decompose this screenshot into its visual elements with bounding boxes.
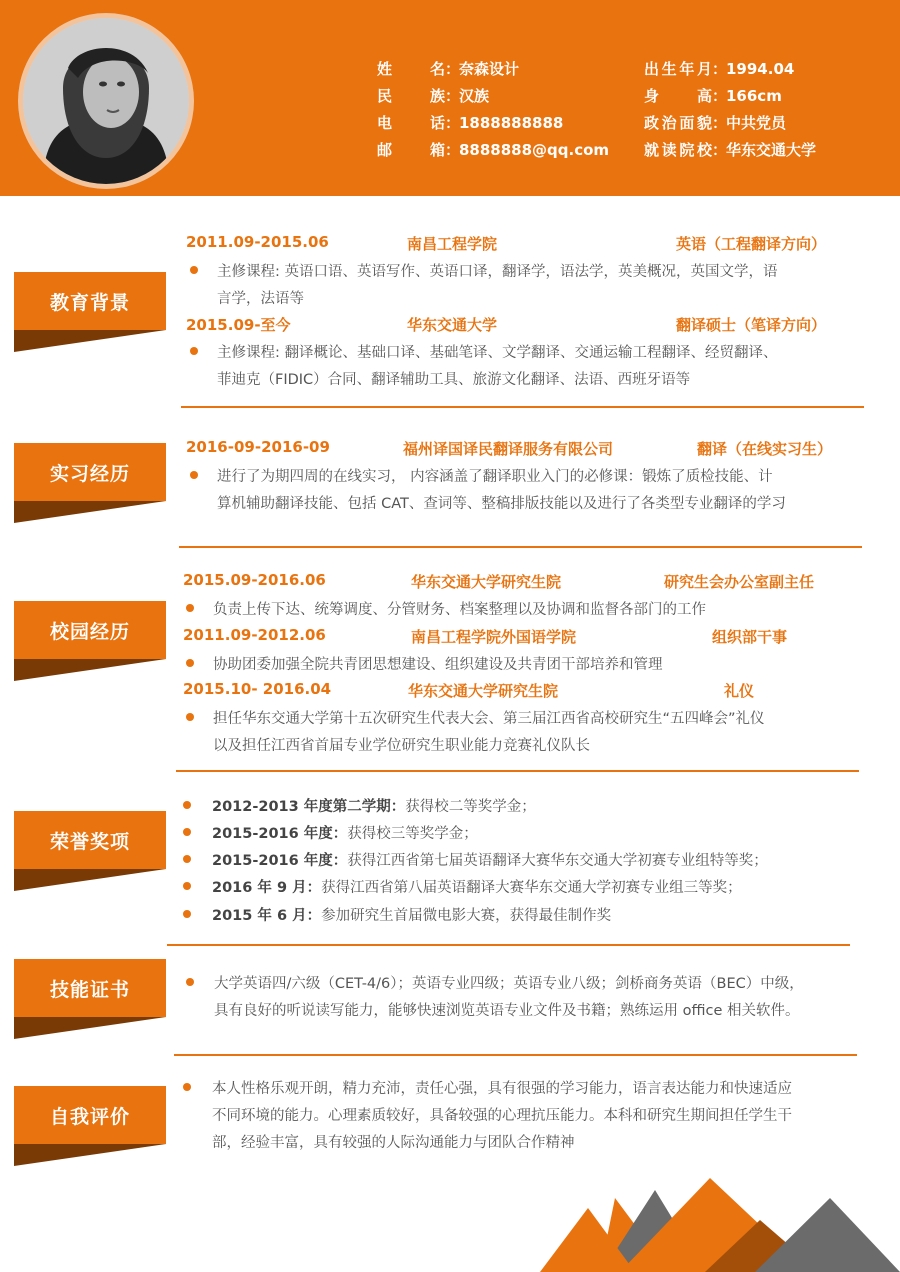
info-label: 邮箱 [377,141,445,159]
edu-date: 2011.09-2015.06 [186,233,329,251]
info-label: 姓名 [377,60,445,78]
campus-date: 2015.10- 2016.04 [183,680,332,698]
section-title-campus: 校园经历 [14,601,166,659]
campus-org: 南昌工程学院外国语学院 [411,628,577,646]
info-height: 身高：166cm [644,87,782,105]
tag-fold-shadow [14,501,166,523]
bullet-dot [190,266,198,274]
campus-desc-line: 担任华东交通大学第十五次研究生代表大会、第三届江西省高校研究生“五四峰会”礼仪 [213,711,765,727]
section-divider [167,944,850,946]
section-divider [176,770,859,772]
info-label: 出生年月 [644,60,712,78]
info-value: 1888888888 [459,114,564,132]
skills-line: 具有良好的听说读写能力，能够快速浏览英语专业文件及书籍；熟练运用 office 相关软件。 [214,1003,800,1019]
bullet-dot [183,910,191,918]
section-title-honors: 荣誉奖项 [14,811,166,869]
honor-item: 2012-2013 年度第二学期：获得校二等奖学金； [212,799,536,815]
info-label: 政治面貌 [644,114,712,132]
edu-desc-line: 主修课程: 翻译概论、基础口译、基础笔译、文学翻译、交通运输工程翻译、经贸翻译、 [217,345,778,361]
intern-company: 福州译国译民翻译服务有限公司 [403,440,614,458]
edu-school: 华东交通大学 [407,316,498,334]
section-title-skills: 技能证书 [14,959,166,1017]
campus-org: 华东交通大学研究生院 [408,682,559,700]
header-banner [0,0,900,196]
tag-fold-shadow [14,1144,166,1166]
section-title-education: 教育背景 [14,272,166,330]
info-birth: 出生年月：1994.04 [644,60,795,78]
campus-role: 研究生会办公室副主任 [664,573,815,591]
edu-desc-line: 菲迪克（FIDIC）合同、翻译辅助工具、旅游文化翻译、法语、西班牙语等 [217,372,691,388]
campus-desc-line: 负责上传下达、统筹调度、分管财务、档案整理以及协调和监督各部门的工作 [213,602,706,618]
info-label: 身高 [644,87,712,105]
section-divider [174,1054,857,1056]
edu-date: 2015.09-至今 [186,316,291,334]
mountain-decoration [540,1170,900,1272]
info-politics: 政治面貌：中共党员 [644,114,787,132]
info-name: 姓名：奈森设计 [377,60,520,78]
edu-major: 翻译硕士（笔译方向） [676,316,827,334]
section-divider [179,546,862,548]
bullet-dot [183,801,191,809]
tag-fold-shadow [14,1017,166,1039]
intern-desc-line: 进行了为期四周的在线实习， 内容涵盖了翻译职业入门的必修课：锻炼了质检技能、计 [217,469,773,485]
avatar [18,13,194,189]
section-title-internship: 实习经历 [14,443,166,501]
section-title-self: 自我评价 [14,1086,166,1144]
skills-line: 大学英语四/六级（CET-4/6）；英语专业四级；英语专业八级；剑桥商务英语（BEC）中级， [214,976,804,992]
avatar-photo [23,18,189,184]
honor-item: 2015-2016 年度：获得校三等奖学金； [212,826,478,842]
info-school: 就读院校：华东交通大学 [644,141,817,159]
bullet-dot [183,828,191,836]
edu-school: 南昌工程学院 [407,235,498,253]
bullet-dot [186,659,194,667]
self-line: 本人性格乐观开朗，精力充沛，责任心强，具有很强的学习能力，语言表达能力和快速适应 [212,1081,792,1097]
bullet-dot [190,347,198,355]
intern-role: 翻译（在线实习生） [697,440,833,458]
info-label: 民族 [377,87,445,105]
info-label: 电话 [377,114,445,132]
info-value: 1994.04 [726,60,795,78]
info-email: 邮箱：8888888@qq.com [377,141,610,159]
portrait-image [23,18,189,184]
edu-desc-line: 主修课程: 英语口语、英语写作、英语口译，翻译学，语法学，英美概况，英国文学，语 [217,264,778,280]
bullet-dot [183,855,191,863]
info-value: 汉族 [459,87,490,105]
bullet-dot [186,978,194,986]
bullet-dot [190,471,198,479]
campus-role: 组织部干事 [712,628,788,646]
bullet-dot [186,604,194,612]
bullet-dot [186,713,194,721]
bullet-dot [183,882,191,890]
tag-fold-shadow [14,869,166,891]
intern-date: 2016-09-2016-09 [186,438,330,456]
info-value: 8888888@qq.com [459,141,610,159]
intern-desc-line: 算机辅助翻译技能、包括 CAT、查词等、整稿排版技能以及进行了各类型专业翻译的学习 [217,496,786,512]
honor-item: 2015-2016 年度：获得江西省第七届英语翻译大赛华东交通大学初赛专业组特等奖； [212,853,768,869]
campus-desc-line: 以及担任江西省首届专业学位研究生职业能力竞赛礼仪队长 [213,738,590,754]
honor-item: 2015 年 6 月：参加研究生首届微电影大赛，获得最佳制作奖 [212,908,612,924]
campus-org: 华东交通大学研究生院 [411,573,562,591]
section-divider [181,406,864,408]
self-line: 不同环境的能力。心理素质较好，具备较强的心理抗压能力。本科和研究生期间担任学生干 [212,1108,792,1124]
info-value: 华东交通大学 [726,141,817,159]
info-value: 中共党员 [726,114,787,132]
info-value: 奈森设计 [459,60,520,78]
info-label: 就读院校 [644,141,712,159]
campus-date: 2015.09-2016.06 [183,571,326,589]
self-line: 部，经验丰富，具有较强的人际沟通能力与团队合作精神 [212,1135,575,1151]
tag-fold-shadow [14,330,166,352]
bullet-dot [183,1083,191,1091]
honor-item: 2016 年 9 月：获得江西省第八届英语翻译大赛华东交通大学初赛专业组三等奖； [212,880,742,896]
campus-date: 2011.09-2012.06 [183,626,326,644]
edu-desc-line: 言学，法语等 [217,291,304,307]
info-ethnicity: 民族：汉族 [377,87,490,105]
edu-major: 英语（工程翻译方向） [676,235,827,253]
info-value: 166cm [726,87,782,105]
tag-fold-shadow [14,659,166,681]
campus-desc-line: 协助团委加强全院共青团思想建设、组织建设及共青团干部培养和管理 [213,657,663,673]
campus-role: 礼仪 [724,682,755,700]
info-phone: 电话：1888888888 [377,114,564,132]
